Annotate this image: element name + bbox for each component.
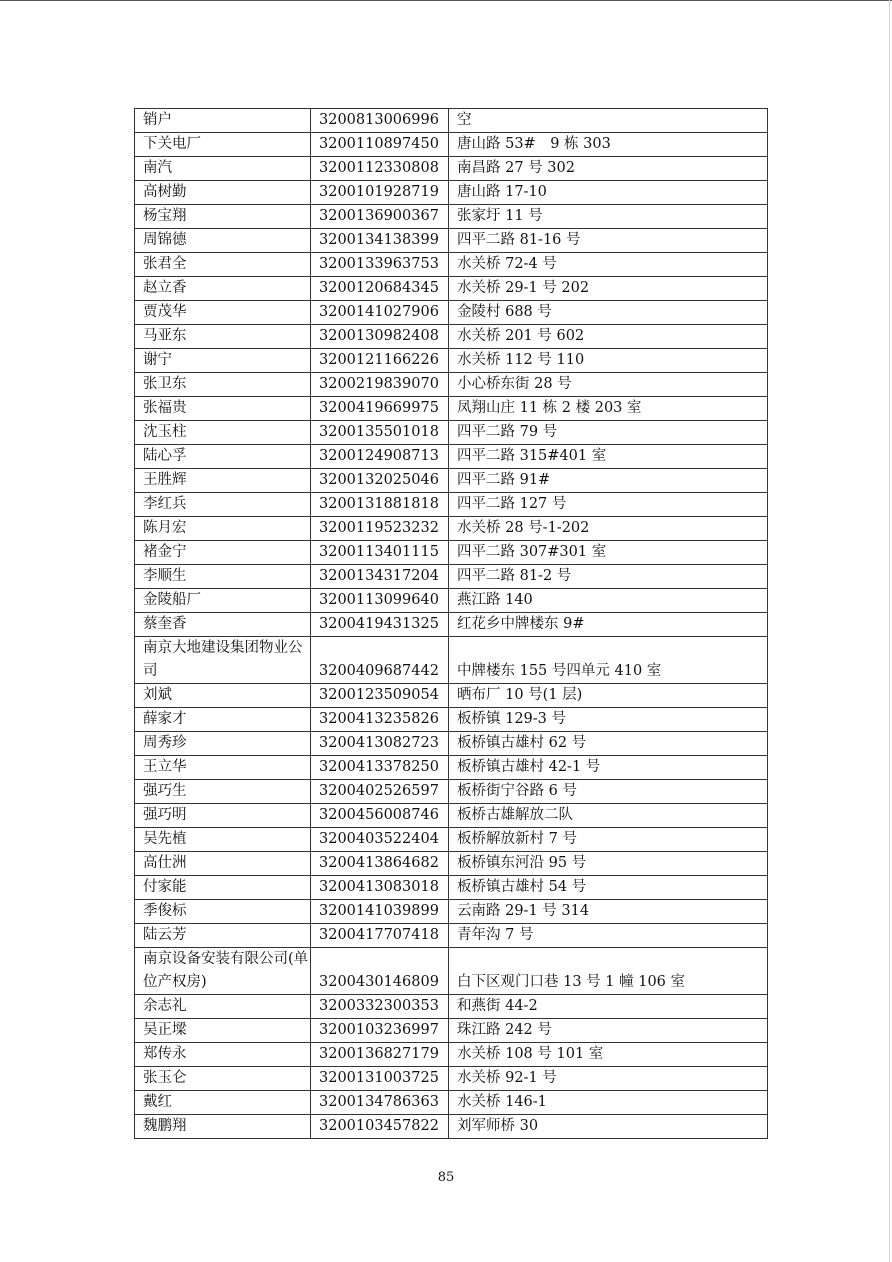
table-row [135,924,768,948]
table-row [135,109,768,133]
address-cell: 四平二路 91# [449,469,768,493]
address-cell: 水关桥 108 号 101 室 [449,1043,768,1067]
address-cell: 珠江路 242 号 [449,1019,768,1043]
account-cell: 3200813006996 [311,109,449,133]
account-cell: 3200417707418 [311,924,449,948]
table-row [135,732,768,756]
address-cell: 四平二路 79 号 [449,421,768,445]
address-cell: 四平二路 127 号 [449,493,768,517]
address-cell: 水关桥 72-4 号 [449,253,768,277]
address-cell: 云南路 29-1 号 314 [449,900,768,924]
address-cell: 小心桥东街 28 号 [449,373,768,397]
account-cell: 3200123509054 [311,684,449,708]
name-cell: 戴红 [135,1091,311,1115]
table-row [135,1091,768,1115]
address-cell: 板桥镇古雄村 62 号 [449,732,768,756]
table-row [135,325,768,349]
account-cell: 3200419669975 [311,397,449,421]
table-row [135,589,768,613]
name-cell: 魏鹏翔 [135,1115,311,1139]
account-cell: 3200131881818 [311,493,449,517]
name-cell: 南京设备安装有限公司(单位产权房) [135,948,311,995]
table-row [135,181,768,205]
table-row [135,349,768,373]
name-cell: 褚金宁 [135,541,311,565]
address-cell: 晒布厂 10 号(1 层) [449,684,768,708]
account-cell: 3200101928719 [311,181,449,205]
name-cell: 南京大地建设集团物业公司 [135,637,311,684]
name-cell: 南汽 [135,157,311,181]
table-row [135,469,768,493]
account-cell: 3200113401115 [311,541,449,565]
table-row [135,852,768,876]
address-cell: 唐山路 17-10 [449,181,768,205]
address-cell: 凤翔山庄 11 栋 2 楼 203 室 [449,397,768,421]
account-cell: 3200141027906 [311,301,449,325]
page-top-border [0,0,892,1]
page-number: 85 [437,1170,455,1185]
account-cell: 3200132025046 [311,469,449,493]
account-cell: 3200136900367 [311,205,449,229]
table-row [135,1019,768,1043]
account-cell: 3200119523232 [311,517,449,541]
table-row [135,780,768,804]
name-cell: 金陵船厂 [135,589,311,613]
table-row [135,756,768,780]
name-cell: 高仕洲 [135,852,311,876]
account-cell: 3200409687442 [311,637,449,684]
account-cell: 3200113099640 [311,589,449,613]
address-cell: 板桥镇 129-3 号 [449,708,768,732]
table-row [135,541,768,565]
name-cell: 谢宁 [135,349,311,373]
account-cell: 3200141039899 [311,900,449,924]
table-row [135,565,768,589]
account-cell: 3200120684345 [311,277,449,301]
account-cell: 3200134786363 [311,1091,449,1115]
account-cell: 3200402526597 [311,780,449,804]
name-cell: 强巧生 [135,780,311,804]
table-row [135,205,768,229]
address-cell: 板桥古雄解放二队 [449,804,768,828]
account-cell: 3200136827179 [311,1043,449,1067]
address-cell: 唐山路 53# 9 栋 303 [449,133,768,157]
address-cell: 和燕街 44-2 [449,995,768,1019]
name-cell: 周锦德 [135,229,311,253]
account-cell: 3200456008746 [311,804,449,828]
records-table-body [135,109,768,1139]
account-cell: 3200133963753 [311,253,449,277]
address-cell: 张家圩 11 号 [449,205,768,229]
address-cell: 刘军师桥 30 [449,1115,768,1139]
table-row [135,517,768,541]
address-cell: 水关桥 146-1 [449,1091,768,1115]
address-cell: 青年沟 7 号 [449,924,768,948]
table-row [135,133,768,157]
table-row [135,684,768,708]
account-cell: 3200413082723 [311,732,449,756]
address-cell: 四平二路 81-16 号 [449,229,768,253]
account-cell: 3200134138399 [311,229,449,253]
address-cell: 板桥街宁谷路 6 号 [449,780,768,804]
address-cell: 水关桥 201 号 602 [449,325,768,349]
account-cell: 3200103236997 [311,1019,449,1043]
name-cell: 下关电厂 [135,133,311,157]
name-cell: 陆云芳 [135,924,311,948]
name-cell: 吴正墚 [135,1019,311,1043]
table-row [135,900,768,924]
name-cell: 张福贵 [135,397,311,421]
account-cell: 3200403522404 [311,828,449,852]
records-table [134,108,768,1139]
table-row [135,613,768,637]
table-row [135,277,768,301]
address-cell: 板桥镇古雄村 42-1 号 [449,756,768,780]
name-cell: 张玉仑 [135,1067,311,1091]
name-cell: 薛家才 [135,708,311,732]
address-cell: 水关桥 29-1 号 202 [449,277,768,301]
address-cell: 水关桥 28 号-1-202 [449,517,768,541]
name-cell: 高树勤 [135,181,311,205]
name-cell: 强巧明 [135,804,311,828]
account-cell: 3200430146809 [311,948,449,995]
address-cell: 红花乡中牌楼东 9# [449,613,768,637]
name-cell: 周秀珍 [135,732,311,756]
name-cell: 马亚东 [135,325,311,349]
account-cell: 3200130982408 [311,325,449,349]
name-cell: 王胜辉 [135,469,311,493]
address-cell: 白下区观门口巷 13 号 1 幢 106 室 [449,948,768,995]
address-cell: 水关桥 92-1 号 [449,1067,768,1091]
account-cell: 3200112330808 [311,157,449,181]
table-row [135,637,768,684]
table-row [135,493,768,517]
table-row [135,301,768,325]
page-right-edge [889,0,890,1262]
table-row [135,445,768,469]
name-cell: 季俊标 [135,900,311,924]
name-cell: 李红兵 [135,493,311,517]
name-cell: 付家能 [135,876,311,900]
name-cell: 蔡奎香 [135,613,311,637]
table-row [135,229,768,253]
table-row [135,1067,768,1091]
table-row [135,157,768,181]
table-row [135,876,768,900]
name-cell: 张君全 [135,253,311,277]
account-cell: 3200134317204 [311,565,449,589]
address-cell: 空 [449,109,768,133]
account-cell: 3200413378250 [311,756,449,780]
account-cell: 3200413864682 [311,852,449,876]
name-cell: 刘斌 [135,684,311,708]
name-cell: 余志礼 [135,995,311,1019]
name-cell: 吴先植 [135,828,311,852]
account-cell: 3200110897450 [311,133,449,157]
name-cell: 杨宝翔 [135,205,311,229]
table-row [135,373,768,397]
address-cell: 四平二路 315#401 室 [449,445,768,469]
address-cell: 四平二路 81-2 号 [449,565,768,589]
address-cell: 四平二路 307#301 室 [449,541,768,565]
account-cell: 3200103457822 [311,1115,449,1139]
address-cell: 水关桥 112 号 110 [449,349,768,373]
account-cell: 3200413235826 [311,708,449,732]
table-row [135,253,768,277]
table-row [135,397,768,421]
table-row [135,1043,768,1067]
name-cell: 陈月宏 [135,517,311,541]
table-row [135,828,768,852]
account-cell: 3200219839070 [311,373,449,397]
account-cell: 3200124908713 [311,445,449,469]
name-cell: 沈玉柱 [135,421,311,445]
name-cell: 陆心孚 [135,445,311,469]
table-row [135,995,768,1019]
table-row [135,804,768,828]
name-cell: 王立华 [135,756,311,780]
name-cell: 贾茂华 [135,301,311,325]
table-row [135,1115,768,1139]
address-cell: 板桥镇东河沿 95 号 [449,852,768,876]
table-row [135,948,768,995]
name-cell: 郑传永 [135,1043,311,1067]
name-cell: 李顺生 [135,565,311,589]
table-row [135,421,768,445]
address-cell: 金陵村 688 号 [449,301,768,325]
address-cell: 南昌路 27 号 302 [449,157,768,181]
account-cell: 3200419431325 [311,613,449,637]
name-cell: 张卫东 [135,373,311,397]
account-cell: 3200413083018 [311,876,449,900]
name-cell: 销户 [135,109,311,133]
account-cell: 3200131003725 [311,1067,449,1091]
name-cell: 赵立香 [135,277,311,301]
address-cell: 中牌楼东 155 号四单元 410 室 [449,637,768,684]
account-cell: 3200135501018 [311,421,449,445]
account-cell: 3200332300353 [311,995,449,1019]
address-cell: 板桥镇古雄村 54 号 [449,876,768,900]
table-row [135,708,768,732]
address-cell: 燕江路 140 [449,589,768,613]
address-cell: 板桥解放新村 7 号 [449,828,768,852]
account-cell: 3200121166226 [311,349,449,373]
